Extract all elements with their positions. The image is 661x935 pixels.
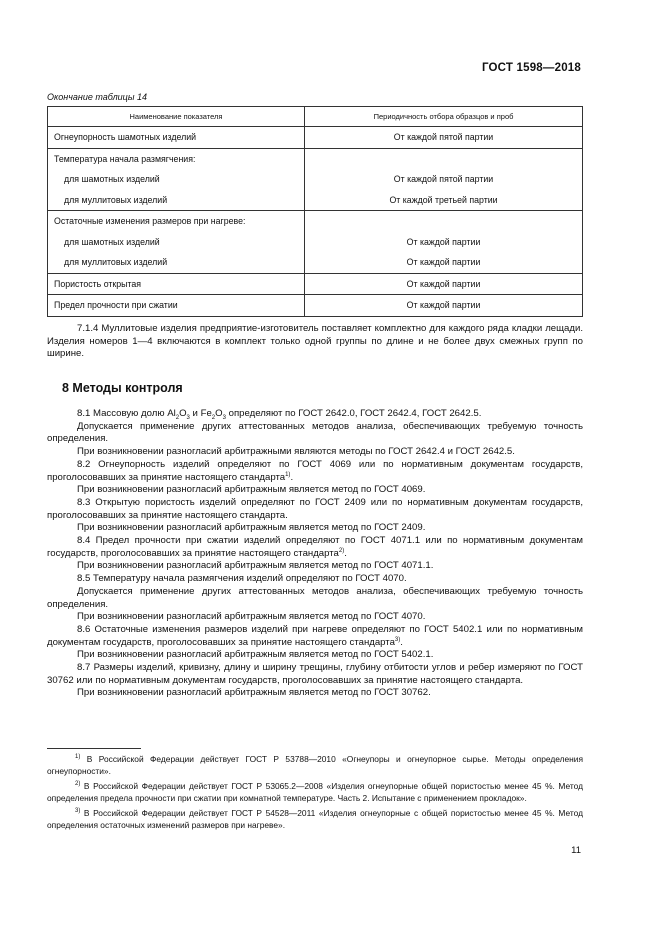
paragraph-8-2: 8.2 Огнеупорность изделий определяют по ГОСТ 4069 или по нормативным документам государств, проголосовавших за принятие настоящего стандарта$^{1)}$. xyxy=(47,458,583,483)
frequency-text: От каждой пятой партии xyxy=(393,132,494,142)
indicator-cell xyxy=(48,273,305,295)
paragraph-8-1: 8.1 Массовую долю $Al_2O_3$ и $Fe_2O_3$ определяют по ГОСТ 2642.0, ГОСТ 2642.4, ГОСТ 2642.5. xyxy=(77,408,482,421)
footnote-2: $^{2)}$ В Российской Федерации действует ГОСТ Р 53065.2—2008 «Изделия огнеупорные общей пористостью менее 45 %. Метод определения предела прочности при сжатии при комнатной температуре. Часть 2. Испытание с применением прокладок». xyxy=(47,781,583,803)
footnotes xyxy=(47,754,583,831)
indicator-text: Предел прочности при сжатии xyxy=(54,300,178,310)
frequency-text xyxy=(305,211,582,232)
footnote-ref: 3) xyxy=(394,636,401,643)
paragraph-8-6: 8.6 Остаточные изменения размеров изделий при нагреве определяют по ГОСТ 5402.1 или по нормативным документам государств, проголосовавших за принятие настоящего стандарта$^{3)}$. xyxy=(47,623,583,648)
frequency-text xyxy=(305,149,582,170)
indicator-text: для муллитовых изделий xyxy=(64,194,168,205)
frequency-cell xyxy=(305,127,583,149)
paragraph: 7.1.4 Муллитовые изделия предприятие-изготовитель поставляет комплектно для каждого ряда кладки лещади. Изделия номеров 1—4 включаются в комплект только одной группы по длине и не более двух смежных групп по ширине. xyxy=(47,323,583,360)
section-8-body xyxy=(47,408,583,700)
indicator-text: для муллитовых изделий xyxy=(64,257,168,267)
table-row xyxy=(48,127,583,149)
page-number: 11 xyxy=(571,845,581,856)
column-header-indicator: Наименование показателя xyxy=(48,107,305,127)
table-row xyxy=(48,295,583,317)
paragraph: При возникновении разногласий арбитражным является метод по ГОСТ 5402.1. xyxy=(77,649,434,661)
indicator-text: Остаточные изменения размеров при нагреве: xyxy=(54,216,246,226)
footnote-3: $^{3)}$ В Российской Федерации действует ГОСТ Р 54528—2011 «Изделия огнеупорные с общей пористостью менее 45 %. Метод определения остаточных изменений размеров при нагреве». xyxy=(47,808,583,830)
document-header: ГОСТ 1598—2018 xyxy=(481,62,581,74)
table-row xyxy=(48,273,583,295)
paragraph: При возникновении разногласий арбитражным является метод по ГОСТ 4070. xyxy=(77,611,426,623)
frequency-text: От каждой партии xyxy=(406,300,481,310)
table-header-row xyxy=(48,107,583,127)
frequency-cell xyxy=(305,273,583,295)
frequency-text: От каждой третьей партии xyxy=(389,194,498,205)
frequency-text: От каждой партии xyxy=(406,257,481,267)
frequency-cell xyxy=(305,295,583,317)
paragraph: При возникновении разногласий арбитражным является метод по ГОСТ 4069. xyxy=(77,484,426,496)
paragraph: При возникновении разногласий арбитражным является метод по ГОСТ 2409. xyxy=(77,522,426,534)
table-row xyxy=(48,148,583,211)
paragraph: Допускается применение других аттестованных методов анализа, обеспечивающих требуемую точность определения. xyxy=(47,420,583,445)
footnote-ref: 1) xyxy=(285,471,291,478)
indicator-text: Пористость открытая xyxy=(54,278,142,289)
inspection-table xyxy=(47,106,583,317)
table-body xyxy=(48,127,583,317)
frequency-text: От каждой пятой партии xyxy=(393,174,494,184)
clause-7-1-4 xyxy=(47,323,583,361)
paragraph: При возникновении разногласий арбитражными являются методы по ГОСТ 2642.4 и ГОСТ 2642.5. xyxy=(77,446,515,458)
frequency-cell xyxy=(305,211,583,274)
paragraph: 8.3 Открытую пористость изделий определяют по ГОСТ 2409 или по нормативным документам государств, проголосовавших за принятие настоящего стандарта. xyxy=(47,496,583,521)
footnote-divider xyxy=(47,748,141,749)
frequency-text: От каждой партии xyxy=(406,278,481,289)
section-title: 8 Методы контроля xyxy=(62,381,183,395)
paragraph: При возникновении разногласий арбитражным является метод по ГОСТ 30762. xyxy=(77,687,431,699)
paragraph: Допускается применение других аттестованных методов анализа, обеспечивающих требуемую точность определения. xyxy=(47,585,583,610)
paragraph: 8.7 Размеры изделий, кривизну, длину и ширину трещины, глубину отбитости углов и ребер измеряют по ГОСТ 30762 или по нормативным документам государств, проголосовавших за принятие настоящего стандарта. xyxy=(47,662,583,686)
indicator-cell xyxy=(48,295,305,317)
column-header-frequency: Периодичность отбора образцов и проб xyxy=(305,107,583,127)
indicator-text: для шамотных изделий xyxy=(64,236,160,247)
indicator-text: Температура начала размягчения: xyxy=(54,153,196,164)
indicator-cell xyxy=(48,127,305,149)
footnote-ref: 2) xyxy=(338,547,345,554)
indicator-text: Огнеупорность шамотных изделий xyxy=(54,132,197,142)
indicator-text: для шамотных изделий xyxy=(64,174,160,184)
frequency-cell xyxy=(305,148,583,211)
paragraph: При возникновении разногласий арбитражным является метод по ГОСТ 4071.1. xyxy=(77,560,434,572)
paragraph: 8.5 Температуру начала размягчения изделий определяют по ГОСТ 4070. xyxy=(77,573,407,585)
indicator-cell xyxy=(48,148,305,211)
indicator-cell xyxy=(48,211,305,274)
paragraph-8-4: 8.4 Предел прочности при сжатии изделий определяют по ГОСТ 4071.1 или по нормативным документам государств, проголосовавших за принятие настоящего стандарта$^{2)}$. xyxy=(47,535,583,559)
footnote-1: $^{1)}$ В Российской Федерации действует ГОСТ Р 53788—2010 «Огнеупоры и огнеупорное сырье. Методы определения огнеупорности». xyxy=(47,754,583,776)
table-row xyxy=(48,211,583,274)
frequency-text: От каждой партии xyxy=(406,236,481,247)
table-caption: Окончание таблицы 14 xyxy=(47,92,147,102)
